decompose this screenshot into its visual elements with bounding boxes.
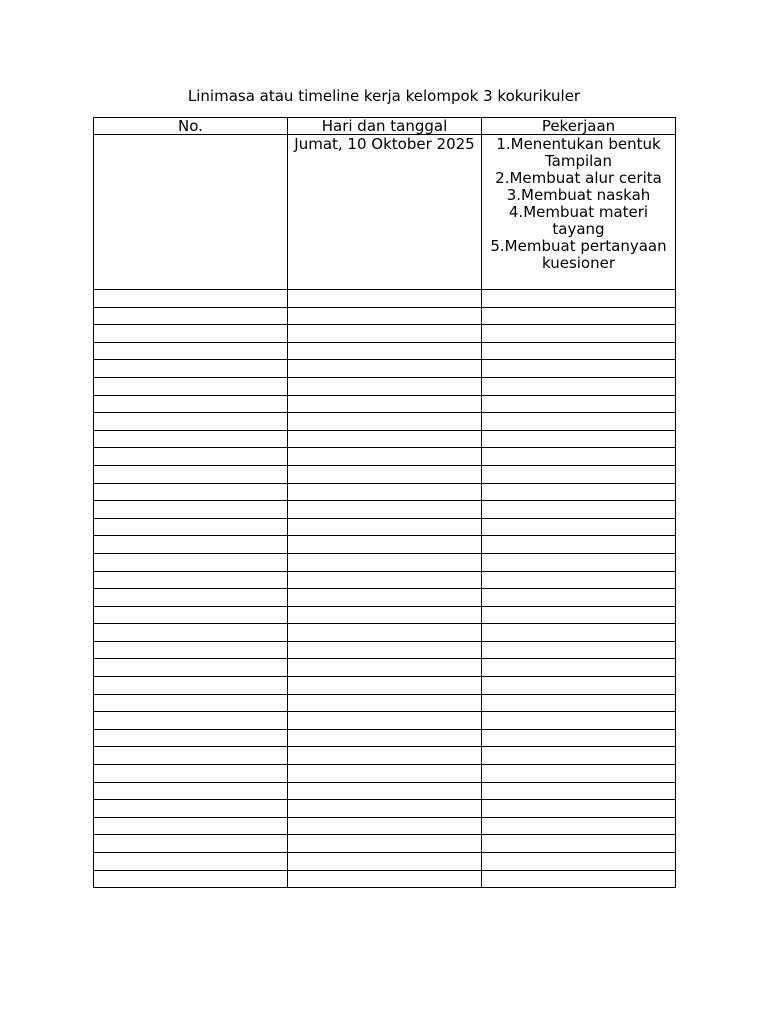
empty-cell [94, 430, 288, 448]
empty-cell [288, 817, 482, 835]
empty-cell [94, 360, 288, 378]
table-row [94, 694, 676, 712]
table-row [94, 677, 676, 695]
table-row [94, 325, 676, 343]
empty-cell [94, 729, 288, 747]
empty-cell [288, 765, 482, 783]
empty-cell [482, 870, 676, 888]
empty-cell [94, 536, 288, 554]
cell-date: Jumat, 10 Oktober 2025 [288, 135, 482, 290]
table-row [94, 782, 676, 800]
empty-cell [94, 817, 288, 835]
empty-cell [288, 430, 482, 448]
empty-cell [94, 765, 288, 783]
empty-cell [94, 747, 288, 765]
empty-cell [288, 307, 482, 325]
empty-cell [482, 677, 676, 695]
task-item: 3.Membuat naskah [506, 186, 651, 204]
empty-cell [482, 817, 676, 835]
empty-cell [288, 694, 482, 712]
empty-cell [482, 782, 676, 800]
empty-cell [482, 553, 676, 571]
table-header-row [94, 118, 676, 135]
empty-cell [482, 606, 676, 624]
empty-cell [482, 536, 676, 554]
table-row [94, 624, 676, 642]
empty-cell [288, 501, 482, 519]
empty-cell [482, 835, 676, 853]
empty-cell [94, 641, 288, 659]
empty-cell [482, 325, 676, 343]
header-tasks: Pekerjaan [482, 118, 676, 135]
empty-cell [94, 413, 288, 431]
empty-cell [482, 641, 676, 659]
task-item: 1.Menentukan bentuk Tampilan [496, 135, 661, 170]
empty-cell [288, 835, 482, 853]
table-row [94, 307, 676, 325]
empty-cell [482, 307, 676, 325]
table-row [94, 465, 676, 483]
empty-cell [482, 853, 676, 871]
empty-cell [482, 465, 676, 483]
empty-cell [482, 729, 676, 747]
table-row [94, 765, 676, 783]
empty-cell [482, 518, 676, 536]
table-row [94, 395, 676, 413]
empty-cell [94, 465, 288, 483]
table-row [94, 659, 676, 677]
empty-cell [288, 536, 482, 554]
cell-no [94, 135, 288, 290]
table-row [94, 135, 676, 290]
empty-cell [94, 325, 288, 343]
empty-cell [482, 659, 676, 677]
timeline-table [93, 117, 676, 888]
table-row [94, 360, 676, 378]
table-row [94, 800, 676, 818]
empty-cell [482, 694, 676, 712]
empty-cell [288, 360, 482, 378]
empty-cell [94, 659, 288, 677]
page-title: Linimasa atau timeline kerja kelompok 3 kokurikuler [187, 87, 581, 105]
empty-cell [288, 677, 482, 695]
empty-cell [482, 501, 676, 519]
empty-cell [288, 553, 482, 571]
empty-cell [94, 395, 288, 413]
empty-cell [288, 853, 482, 871]
empty-cell [288, 782, 482, 800]
empty-cell [94, 624, 288, 642]
header-no: No. [94, 118, 288, 135]
empty-cell [94, 677, 288, 695]
empty-cell [94, 342, 288, 360]
table-row [94, 290, 676, 308]
empty-cell [482, 430, 676, 448]
empty-cell [288, 571, 482, 589]
empty-cell [288, 448, 482, 466]
table-row [94, 413, 676, 431]
table-row [94, 641, 676, 659]
empty-cell [288, 659, 482, 677]
empty-cell [94, 853, 288, 871]
empty-cell [94, 290, 288, 308]
empty-cell [482, 448, 676, 466]
empty-cell [288, 712, 482, 730]
table-row [94, 817, 676, 835]
empty-cell [288, 465, 482, 483]
empty-cell [482, 413, 676, 431]
table-row [94, 589, 676, 607]
table-row [94, 342, 676, 360]
empty-cell [288, 395, 482, 413]
empty-cell [94, 307, 288, 325]
empty-cell [482, 800, 676, 818]
header-date: Hari dan tanggal [288, 118, 482, 135]
empty-cell [482, 571, 676, 589]
table-row [94, 501, 676, 519]
table-row [94, 729, 676, 747]
table-row [94, 483, 676, 501]
empty-cell [94, 712, 288, 730]
table-row [94, 853, 676, 871]
table-row [94, 430, 676, 448]
cell-tasks [482, 135, 676, 290]
empty-cell [94, 694, 288, 712]
empty-cell [482, 483, 676, 501]
task-item: 5.Membuat pertanyaan kuesioner [490, 237, 667, 272]
empty-cell [288, 290, 482, 308]
empty-cell [94, 518, 288, 536]
empty-cell [288, 518, 482, 536]
empty-cell [288, 413, 482, 431]
task-item: 2.Membuat alur cerita [495, 169, 662, 187]
empty-cell [288, 624, 482, 642]
table-row [94, 712, 676, 730]
empty-cell [94, 835, 288, 853]
table-row [94, 536, 676, 554]
empty-cell [94, 870, 288, 888]
table-row [94, 518, 676, 536]
empty-cell [482, 712, 676, 730]
table-row [94, 553, 676, 571]
empty-cell [94, 377, 288, 395]
empty-cell [288, 747, 482, 765]
empty-cell [288, 800, 482, 818]
empty-cell [94, 606, 288, 624]
table-row [94, 870, 676, 888]
table-row [94, 835, 676, 853]
empty-cell [288, 606, 482, 624]
empty-cell [482, 342, 676, 360]
empty-cell [288, 483, 482, 501]
empty-cell [288, 377, 482, 395]
empty-cell [94, 589, 288, 607]
task-item: 4.Membuat materi tayang [508, 203, 649, 238]
empty-cell [94, 571, 288, 589]
empty-cell [288, 641, 482, 659]
empty-cell [482, 624, 676, 642]
empty-cell [288, 729, 482, 747]
empty-cell [288, 589, 482, 607]
empty-cell [482, 395, 676, 413]
empty-cell [482, 747, 676, 765]
empty-cell [288, 325, 482, 343]
empty-cell [482, 765, 676, 783]
empty-cell [94, 800, 288, 818]
empty-cell [482, 290, 676, 308]
empty-cell [94, 501, 288, 519]
empty-cell [288, 342, 482, 360]
empty-cell [94, 483, 288, 501]
table-row [94, 606, 676, 624]
table-row [94, 377, 676, 395]
empty-cell [94, 448, 288, 466]
table-row [94, 747, 676, 765]
empty-cell [94, 553, 288, 571]
empty-cell [482, 377, 676, 395]
table-row [94, 571, 676, 589]
empty-cell [94, 782, 288, 800]
table-row [94, 448, 676, 466]
empty-cell [482, 589, 676, 607]
empty-cell [288, 870, 482, 888]
empty-cell [482, 360, 676, 378]
